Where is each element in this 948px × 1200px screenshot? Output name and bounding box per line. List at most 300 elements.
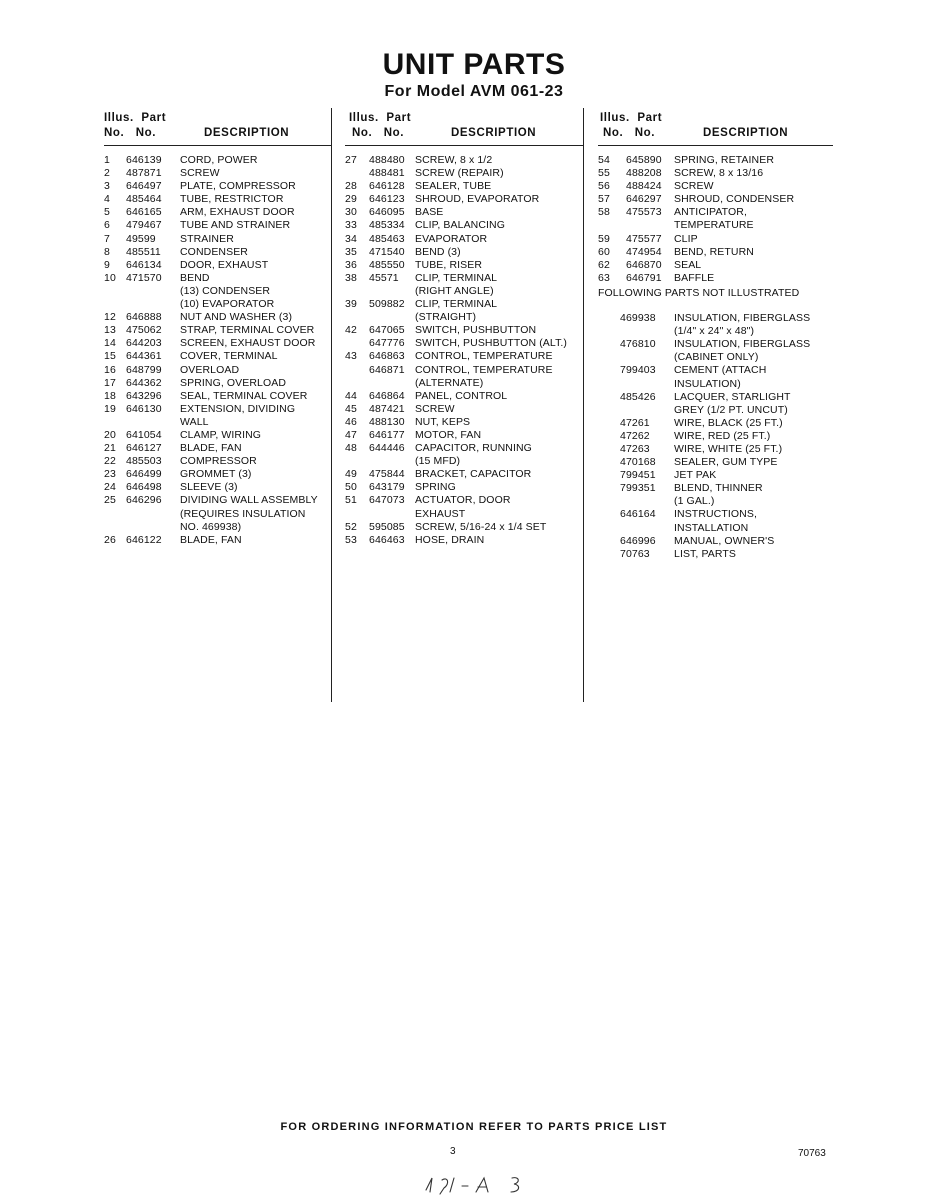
table-row [104,180,332,193]
illus-number: 54 [598,154,610,166]
table-row [104,233,332,246]
table-row [104,311,332,324]
part-description: (STRAIGHT) [415,311,477,324]
table-row [104,481,332,494]
table-row [104,534,332,547]
illus-number: 50 [345,481,357,494]
illus-number: 21 [104,442,116,455]
part-number: 646128 [369,180,405,193]
table-row [345,219,583,232]
part-number: 646498 [126,481,162,494]
part-number: 488424 [626,180,662,193]
table-row [345,494,583,520]
part-number: 475844 [369,468,405,481]
part-number: 646134 [126,258,162,271]
part-number: 485464 [126,193,162,206]
illus-number: 13 [104,324,116,337]
column-header [104,110,332,146]
illus-number: 35 [345,245,357,258]
table-row [598,443,833,456]
illus-number: 55 [598,167,610,180]
part-description: CLIP, BALANCING [415,219,506,232]
document-number: 70763 [798,1148,826,1159]
part-description: BLADE, FAN [180,442,242,455]
part-description: WIRE, RED (25 FT.) [674,429,771,442]
part-description: (CABINET ONLY) [674,351,759,364]
parts-column-1 [104,110,332,546]
illus-number: 43 [345,350,357,363]
part-number: 648799 [126,363,162,376]
part-number: 595085 [369,520,405,533]
table-row [345,193,583,206]
part-description: SCREW (REPAIR) [415,167,504,180]
part-number: 646864 [369,389,405,402]
part-description: SCREW [415,402,455,415]
table-row [104,377,332,390]
table-row [598,391,833,417]
part-description: TUBE AND STRAINER [180,219,291,232]
table-row [598,456,833,469]
illus-number: 18 [104,389,116,402]
table-row [345,167,583,180]
parts-rows [104,154,332,547]
part-number: 646870 [626,258,662,271]
part-description: COMPRESSOR [180,455,257,468]
description-label: DESCRIPTION [204,127,290,139]
part-number: 644362 [126,376,162,389]
illus-number: 51 [345,494,357,507]
part-description: BLADE, FAN [180,533,242,546]
part-description: SEAL, TERMINAL COVER [180,389,308,402]
part-number: 646130 [126,402,162,415]
part-description: ACTUATOR, DOOR [415,494,511,507]
part-description: INSULATION) [674,377,741,390]
table-row [345,534,583,547]
part-number: 47263 [620,442,650,455]
illus-number: 56 [598,180,610,193]
table-row [598,167,833,180]
part-description: BLEND, THINNER [674,482,763,495]
table-row [104,442,332,455]
illus-number: 6 [104,219,110,232]
part-number: 799451 [620,469,656,482]
part-description: TEMPERATURE [674,219,754,232]
part-description: DOOR, EXHAUST [180,258,269,271]
part-description: SPRING [415,481,456,494]
illus-number: 23 [104,468,116,481]
illus-number: 5 [104,206,110,219]
table-row [345,246,583,259]
part-number: 646127 [126,442,162,455]
illus-number: 38 [345,271,357,284]
table-row [598,233,833,246]
part-description: SCREW [674,180,714,193]
part-description: JET PAK [674,469,717,482]
table-row [104,494,332,533]
part-description: SWITCH, PUSHBUTTON [415,324,537,337]
illus-number: 22 [104,455,116,468]
part-description: PANEL, CONTROL [415,389,508,402]
table-row [104,246,332,259]
model-subtitle: For Model AVM 061-23 [384,83,564,100]
part-description: ANTICIPATOR, [674,206,747,219]
part-number: 646996 [620,534,656,547]
part-number: 643296 [126,389,162,402]
table-row [104,364,332,377]
table-row [345,324,583,337]
table-row [598,154,833,167]
illus-number: 44 [345,389,357,402]
part-description: MOTOR, FAN [415,428,482,441]
part-number: 475573 [626,206,662,219]
table-row [104,206,332,219]
not-illustrated-note: FOLLOWING PARTS NOT ILLUSTRATED [598,286,800,299]
table-row [598,469,833,482]
part-number: 485511 [126,245,161,258]
part-number: 644446 [369,442,405,455]
illus-number: 8 [104,245,110,258]
illus-number: 26 [104,533,116,546]
header-rule [598,145,833,146]
illus-part-label: Illus. Part [104,112,167,124]
part-description: CAPACITOR, RUNNING [415,442,532,455]
part-description: CEMENT (ATTACH [674,364,767,377]
illus-number: 20 [104,428,116,441]
table-row [598,508,833,534]
part-number: 471540 [369,245,405,258]
part-number: 488130 [369,415,405,428]
part-number: 509882 [369,298,405,311]
part-number: 488481 [369,167,405,180]
part-description: BAFFLE [674,271,715,284]
part-number: 644203 [126,337,162,350]
part-number: 646296 [126,494,162,507]
illus-number: 9 [104,258,110,271]
part-number: 646497 [126,180,162,193]
part-number: 487871 [126,167,162,180]
table-row [345,481,583,494]
illus-number: 63 [598,271,610,284]
part-description: TUBE, RESTRICTOR [180,193,284,206]
illus-number: 34 [345,232,357,245]
part-description: BASE [415,206,444,219]
table-row [345,390,583,403]
part-number: 647065 [369,324,405,337]
part-description: BEND, RETURN [674,245,754,258]
table-row [104,468,332,481]
part-description: SPRING, OVERLOAD [180,376,287,389]
part-number: 646139 [126,154,162,166]
table-row [598,535,833,548]
illus-number: 3 [104,180,110,193]
table-row [104,154,332,167]
part-description: (1 GAL.) [674,495,715,508]
part-description: INSTRUCTIONS, [674,508,757,521]
illus-number: 12 [104,311,116,324]
table-row [345,521,583,534]
part-number: 479467 [126,219,162,232]
no-label: No. No. [603,127,656,139]
table-row [104,193,332,206]
part-description: CLIP, TERMINAL [415,271,498,284]
illus-number: 16 [104,363,116,376]
table-row [345,468,583,481]
illus-number: 45 [345,402,357,415]
ordering-note: FOR ORDERING INFORMATION REFER TO PARTS PRICE LIST [280,1121,668,1133]
illus-number: 28 [345,180,357,193]
part-description: (15 MFD) [415,455,461,468]
part-number: 47262 [620,429,650,442]
part-description: CLIP [674,232,698,245]
illus-number: 29 [345,193,357,206]
table-row [598,259,833,272]
illus-number: 14 [104,337,116,350]
illus-part-label: Illus. Part [349,112,412,124]
no-label: No. No. [104,127,157,139]
part-number: 488480 [369,154,405,166]
part-description: SCREW, 5/16-24 x 1/4 SET [415,520,547,533]
part-number: 476810 [620,338,656,351]
handwritten-mark [420,1170,540,1198]
part-description: STRAINER [180,232,234,245]
illus-number: 49 [345,468,357,481]
part-description: INSTALLATION [674,521,749,534]
part-description: SCREEN, EXHAUST DOOR [180,337,316,350]
part-description: BEND [180,271,210,284]
illus-number: 47 [345,428,357,441]
illus-number: 30 [345,206,357,219]
part-description: WIRE, BLACK (25 FT.) [674,416,783,429]
part-number: 70763 [620,547,650,560]
part-number: 646888 [126,311,162,324]
part-description: EVAPORATOR [415,232,488,245]
table-row [598,548,833,561]
part-number: 799403 [620,364,656,377]
illus-number: 19 [104,402,116,415]
part-description: SEALER, GUM TYPE [674,456,778,469]
part-description: (ALTERNATE) [415,376,484,389]
part-description: LIST, PARTS [674,547,736,560]
illus-number: 25 [104,494,116,507]
illus-part-label: Illus. Part [600,112,663,124]
illus-number: 62 [598,258,610,271]
part-description: ARM, EXHAUST DOOR [180,206,295,219]
part-number: 646164 [620,508,656,521]
part-number: 485550 [369,258,405,271]
part-description: INSULATION, FIBERGLASS [674,338,811,351]
part-number: 646297 [626,193,662,206]
illus-number: 2 [104,167,110,180]
illus-number: 39 [345,298,357,311]
table-row [104,403,332,429]
part-description: SCREW, 8 x 13/16 [674,167,764,180]
table-row [598,482,833,508]
column-divider [331,108,332,702]
table-row [345,350,583,363]
page-number: 3 [450,1146,456,1157]
part-number: 799351 [620,482,656,495]
table-row [598,430,833,443]
table-row [104,167,332,180]
part-number: 469938 [620,312,656,325]
table-row [598,246,833,259]
part-description: DIVIDING WALL ASSEMBLY [180,494,318,507]
table-row [598,417,833,430]
part-number: 47261 [620,416,650,429]
part-description: COVER, TERMINAL [180,350,278,363]
part-number: 643179 [369,481,405,494]
column-header [345,110,583,146]
part-description: NO. 469938) [180,520,242,533]
part-description: TUBE, RISER [415,258,483,271]
part-number: 645890 [626,154,662,166]
part-number: 474954 [626,245,662,258]
part-description: SWITCH, PUSHBUTTON (ALT.) [415,337,568,350]
table-row [345,154,583,167]
part-description: EXHAUST [415,507,466,520]
part-number: 644361 [126,350,162,363]
illus-number: 4 [104,193,110,206]
description-label: DESCRIPTION [703,127,789,139]
part-number: 475062 [126,324,162,337]
table-row [345,416,583,429]
part-description: SEAL [674,258,702,271]
part-description: WIRE, WHITE (25 FT.) [674,442,783,455]
part-description: OVERLOAD [180,363,240,376]
table-row [598,312,833,338]
no-label: No. No. [352,127,405,139]
part-number: 485426 [620,390,656,403]
part-number: 641054 [126,428,162,441]
table-row [104,429,332,442]
part-description: (10) EVAPORATOR [180,298,275,311]
part-description: INSULATION, FIBERGLASS [674,312,811,325]
part-description: HOSE, DRAIN [415,533,485,546]
part-number: 485503 [126,455,162,468]
illus-number: 17 [104,376,116,389]
illus-number: 1 [104,154,110,166]
part-number: 646463 [369,533,405,546]
part-description: SPRING, RETAINER [674,154,775,166]
part-description: CLAMP, WIRING [180,428,262,441]
part-description: CLIP, TERMINAL [415,298,498,311]
part-number: 647073 [369,494,405,507]
part-description: BEND (3) [415,245,461,258]
part-description: BRACKET, CAPACITOR [415,468,532,481]
column-divider [583,108,584,702]
parts-rows [345,154,583,547]
illus-number: 36 [345,258,357,271]
table-row [598,193,833,206]
part-number: 646871 [369,363,405,376]
illus-number: 59 [598,232,610,245]
part-description: MANUAL, OWNER'S [674,534,775,547]
table-row [345,429,583,442]
table-row [104,259,332,272]
part-description: NUT AND WASHER (3) [180,311,293,324]
part-description: LACQUER, STARLIGHT [674,390,791,403]
illus-number: 58 [598,206,610,219]
illus-number: 60 [598,245,610,258]
table-row [345,180,583,193]
table-row [345,206,583,219]
illus-number: 10 [104,271,116,284]
part-description: CONTROL, TEMPERATURE [415,350,553,363]
illus-number: 48 [345,442,357,455]
table-row [104,455,332,468]
table-row [104,337,332,350]
table-row [345,298,583,324]
illus-number: 53 [345,533,357,546]
table-row [598,206,833,232]
table-row [345,442,583,468]
header-rule [345,145,583,146]
table-row [345,403,583,416]
illus-number: 46 [345,415,357,428]
part-description: (REQUIRES INSULATION [180,507,306,520]
part-number: 646165 [126,206,162,219]
part-description: STRAP, TERMINAL COVER [180,324,315,337]
part-number: 471570 [126,271,162,284]
illus-number: 7 [104,232,110,245]
part-number: 646123 [369,193,405,206]
table-row [598,272,833,285]
table-row [598,180,833,193]
part-description: SCREW [180,167,220,180]
part-description: SEALER, TUBE [415,180,492,193]
part-number: 45571 [369,271,399,284]
illus-number: 33 [345,219,357,232]
table-row [345,272,583,298]
table-row [104,219,332,232]
table-row [104,350,332,363]
part-description: NUT, KEPS [415,415,471,428]
table-row [345,233,583,246]
description-label: DESCRIPTION [451,127,537,139]
illus-number: 15 [104,350,116,363]
part-number: 646791 [626,271,662,284]
part-number: 646122 [126,533,162,546]
part-number: 470168 [620,456,656,469]
part-description: (13) CONDENSER [180,284,271,297]
part-description: SCREW, 8 x 1/2 [415,154,493,166]
part-description: SHROUD, CONDENSER [674,193,795,206]
part-number: 488208 [626,167,662,180]
illus-number: 42 [345,324,357,337]
table-row [598,338,833,364]
part-description: CORD, POWER [180,154,258,166]
table-row [104,324,332,337]
part-description: (1/4" x 24" x 48") [674,325,755,338]
part-description: GROMMET (3) [180,468,252,481]
table-row [345,337,583,350]
part-description: SHROUD, EVAPORATOR [415,193,540,206]
illus-number: 57 [598,193,610,206]
part-number: 647776 [369,337,405,350]
table-row [598,364,833,390]
part-description: SLEEVE (3) [180,481,238,494]
parts-rows [598,154,833,561]
illus-number: 27 [345,154,357,166]
illus-number: 24 [104,481,116,494]
part-number: 646177 [369,428,405,441]
column-header [598,110,833,146]
part-number: 485334 [369,219,405,232]
part-number: 475577 [626,232,662,245]
table-row [345,364,583,390]
part-description: GREY (1/2 PT. UNCUT) [674,403,788,416]
table-row [104,272,332,311]
